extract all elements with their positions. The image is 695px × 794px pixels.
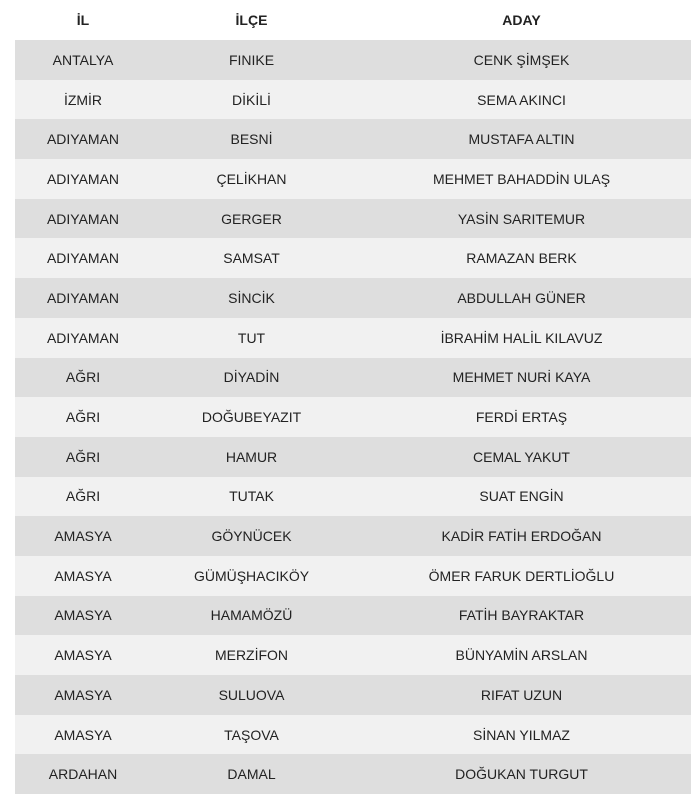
table-row	[15, 596, 691, 636]
cell-aday: MUSTAFA ALTIN	[468, 131, 575, 148]
cell-ilce: FINIKE	[228, 51, 275, 68]
header-aday: ADAY	[502, 12, 541, 28]
candidates-table-container	[15, 0, 691, 794]
cell-ilce: BESNİ	[230, 131, 273, 148]
candidates-table	[15, 0, 691, 794]
cell-ilce: TUT	[237, 329, 266, 346]
cell-il: AĞRI	[65, 409, 101, 426]
cell-ilce: SULUOVA	[218, 686, 285, 703]
cell-aday: KADİR FATİH ERDOĞAN	[441, 528, 602, 545]
cell-ilce: DİKİLİ	[232, 91, 271, 108]
cell-il: ADIYAMAN	[46, 250, 120, 267]
cell-il: ADIYAMAN	[46, 329, 120, 346]
cell-aday: ÖMER FARUK DERTLİOĞLU	[428, 567, 615, 584]
cell-il: AMASYA	[54, 726, 112, 743]
cell-il: ADIYAMAN	[46, 210, 120, 227]
table-row	[15, 675, 691, 715]
table-row	[15, 318, 691, 358]
cell-ilce: DAMAL	[227, 766, 276, 783]
table-row	[15, 119, 691, 159]
cell-il: ARDAHAN	[48, 766, 118, 783]
cell-aday: CEMAL YAKUT	[473, 448, 570, 465]
cell-il: AMASYA	[54, 686, 112, 703]
cell-il: AMASYA	[54, 647, 112, 664]
table-row	[15, 80, 691, 120]
cell-ilce: DOĞUBEYAZIT	[201, 409, 302, 426]
cell-ilce: MERZİFON	[214, 647, 289, 664]
table-row	[15, 556, 691, 596]
cell-il: AĞRI	[65, 488, 101, 505]
cell-il: AMASYA	[54, 528, 112, 545]
cell-aday: DOĞUKAN TURGUT	[455, 766, 588, 783]
cell-aday: ABDULLAH GÜNER	[457, 289, 586, 306]
cell-ilce: TAŞOVA	[224, 726, 279, 743]
header-row	[15, 0, 691, 40]
table-row	[15, 397, 691, 437]
cell-ilce: HAMAMÖZÜ	[210, 607, 293, 624]
cell-aday: MEHMET NURİ KAYA	[452, 369, 591, 386]
cell-il: AMASYA	[54, 567, 112, 584]
table-row	[15, 358, 691, 398]
cell-il: ADIYAMAN	[46, 131, 120, 148]
table-body	[15, 40, 691, 794]
cell-ilce: ÇELİKHAN	[216, 170, 287, 187]
cell-il: İZMİR	[63, 91, 103, 108]
table-row	[15, 238, 691, 278]
cell-aday: SİNAN YILMAZ	[473, 726, 570, 743]
cell-aday: RAMAZAN BERK	[466, 250, 577, 267]
cell-il: ANTALYA	[52, 51, 114, 68]
table-row	[15, 40, 691, 80]
table-header	[15, 0, 691, 40]
cell-ilce: HAMUR	[225, 448, 278, 465]
header-il: İL	[76, 12, 90, 28]
table-row	[15, 278, 691, 318]
cell-ilce: GÜMÜŞHACIKÖY	[193, 567, 310, 584]
table-row	[15, 199, 691, 239]
table-row	[15, 437, 691, 477]
table-row	[15, 477, 691, 517]
cell-aday: FERDİ ERTAŞ	[475, 409, 568, 426]
table-row	[15, 159, 691, 199]
cell-il: AĞRI	[65, 369, 101, 386]
cell-il: ADIYAMAN	[46, 170, 120, 187]
cell-ilce: TUTAK	[229, 488, 274, 505]
cell-aday: RIFAT UZUN	[480, 686, 563, 703]
table-row	[15, 516, 691, 556]
table-row	[15, 754, 691, 794]
cell-aday: FATİH BAYRAKTAR	[458, 607, 585, 624]
cell-il: ADIYAMAN	[46, 289, 120, 306]
cell-aday: BÜNYAMİN ARSLAN	[455, 647, 588, 664]
cell-il: AMASYA	[54, 607, 112, 624]
cell-ilce: SİNCİK	[228, 289, 275, 306]
cell-il: AĞRI	[65, 448, 101, 465]
cell-ilce: SAMSAT	[223, 250, 280, 267]
cell-aday: SUAT ENGİN	[479, 488, 564, 505]
table-row	[15, 635, 691, 675]
cell-aday: İBRAHİM HALİL KILAVUZ	[440, 329, 603, 346]
cell-aday: CENK ŞİMŞEK	[473, 51, 570, 68]
cell-aday: MEHMET BAHADDİN ULAŞ	[432, 170, 611, 187]
cell-ilce: GERGER	[221, 210, 282, 227]
cell-aday: YASİN SARITEMUR	[457, 210, 586, 227]
cell-ilce: GÖYNÜCEK	[211, 528, 292, 545]
header-ilce: İLÇE	[235, 12, 268, 28]
cell-ilce: DİYADİN	[223, 369, 280, 386]
table-row	[15, 715, 691, 755]
cell-aday: SEMA AKINCI	[477, 91, 566, 108]
